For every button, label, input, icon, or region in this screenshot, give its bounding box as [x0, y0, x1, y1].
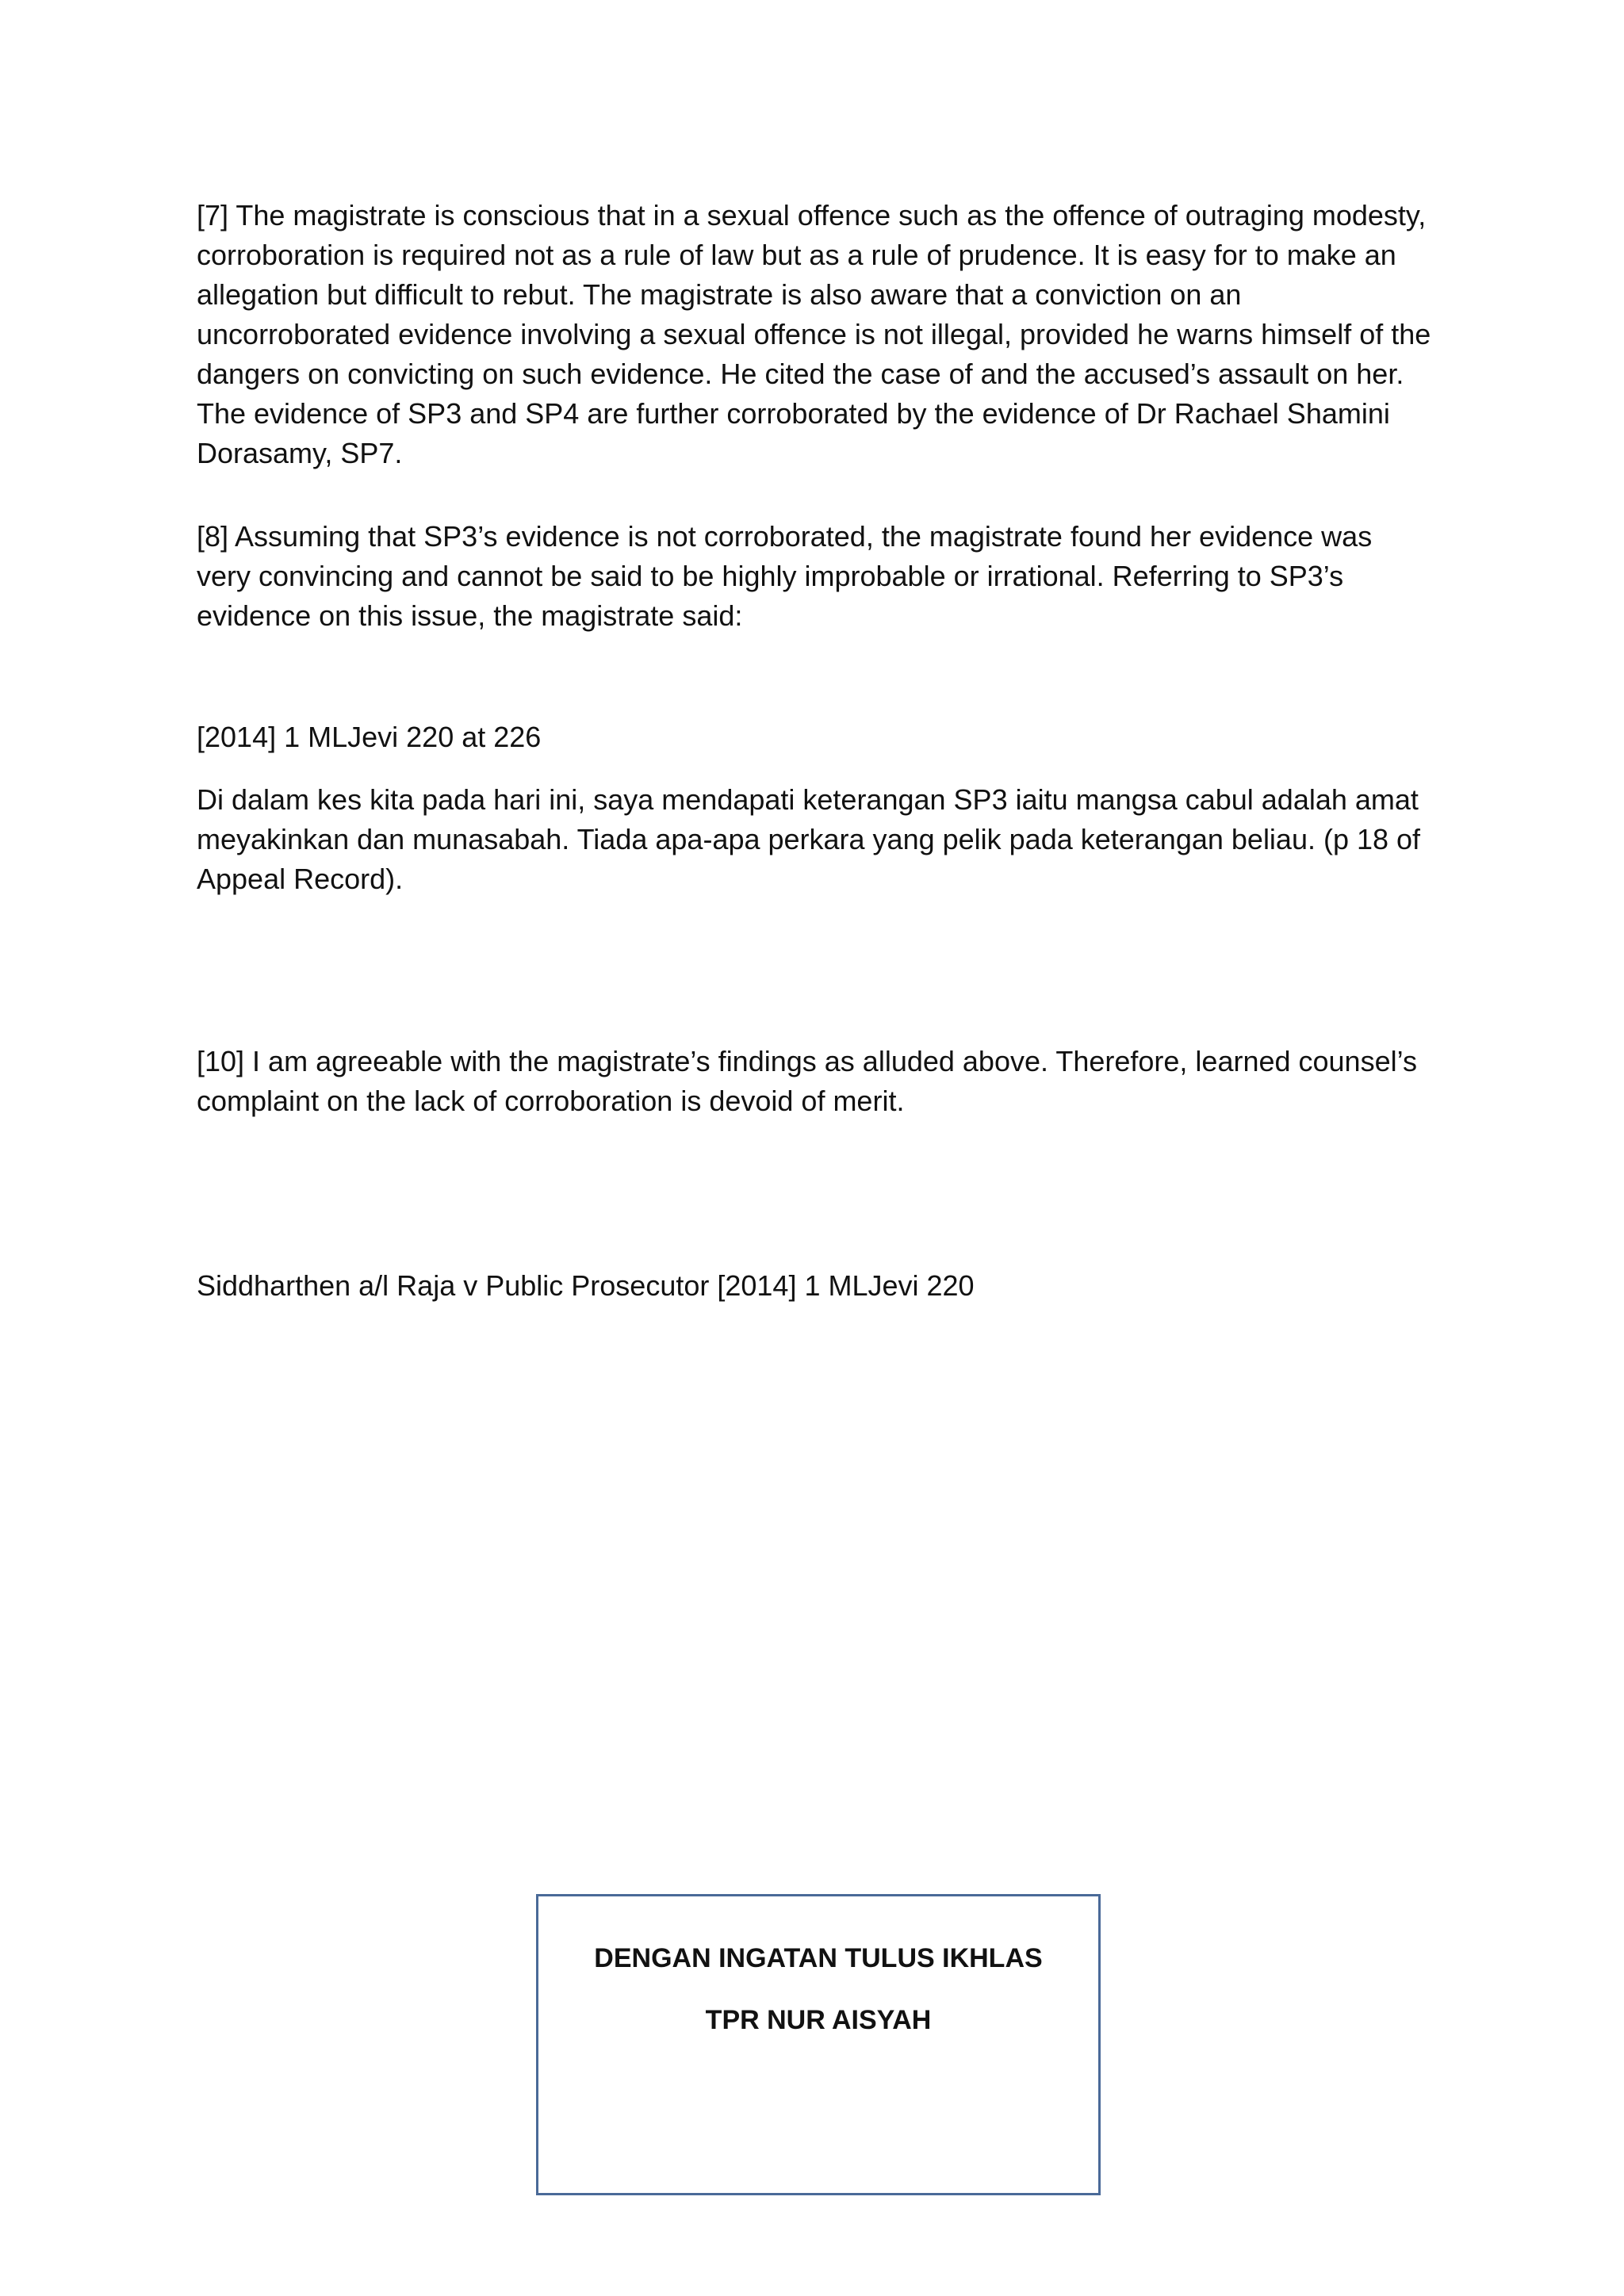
case-citation: Siddharthen a/l Raja v Public Prosecutor [2014] 1 MLJevi 220	[197, 1269, 975, 1302]
signature-box	[536, 1894, 1101, 2195]
signature-closing: DENGAN INGATAN TULUS IKHLAS	[594, 1943, 1043, 1973]
paragraph-10: [10] I am agreeable with the magistrate’s findings as alluded above. Therefore, learned counsel’s complaint on the lack of corroboration is devoid of merit.	[197, 1045, 1417, 1117]
quoted-text: Di dalam kes kita pada hari ini, saya mendapati keterangan SP3 iaitu mangsa cabul adalah amat meyakinkan dan munasabah. Tiada apa-apa perkara yang pelik pada keterangan beliau. (p 18 of Appeal Record).	[197, 783, 1421, 895]
paragraph-8: [8] Assuming that SP3’s evidence is not corroborated, the magistrate found her evidence was very convincing and cannot be said to be highly improbable or irrational. Referring to SP3’s evidence on this issue, the magistrate said:	[197, 520, 1373, 632]
signature-name: TPR NUR AISYAH	[705, 2005, 932, 2035]
paragraph-7: [7] The magistrate is conscious that in a sexual offence such as the offence of outraging modesty, corroboration is required not as a rule of law but as a rule of prudence. It is easy for to make an allegation but difficult to rebut. The magistrate is also aware that a conviction on an uncorroborated evidence involving a sexual offence is not illegal, provided he warns himself of the dangers on convicting on such evidence. He cited the case of and the accused’s assault on her. The evidence of SP3 and SP4 are further corroborated by the evidence of Dr Rachael Shamini Dorasamy, SP7.	[197, 199, 1431, 469]
citation-reference: [2014] 1 MLJevi 220 at 226	[197, 721, 542, 753]
